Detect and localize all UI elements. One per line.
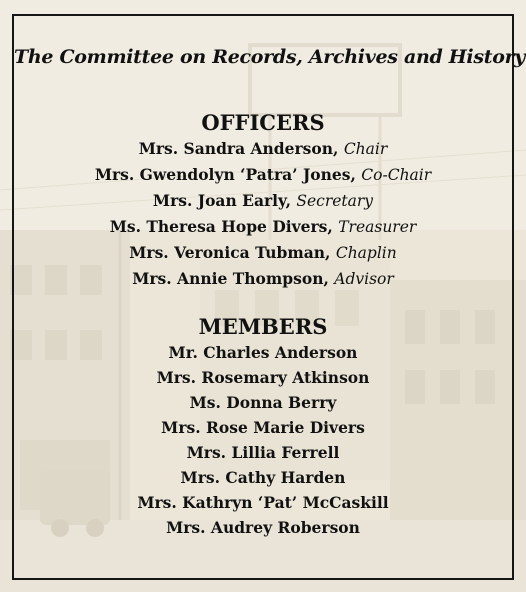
officer-name: Mrs. Sandra Anderson, <box>138 139 344 158</box>
officers-heading: OFFICERS <box>201 110 325 135</box>
officer-role: Secretary <box>296 192 374 210</box>
officer-role: Co-Chair <box>361 166 432 184</box>
member-line: Mrs. Kathryn ‘Pat’ McCaskill <box>137 493 389 512</box>
members-heading: MEMBERS <box>198 314 328 339</box>
committee-title: The Committee on Records, Archives and History <box>14 46 526 68</box>
officer-line <box>14 214 512 240</box>
card-content <box>14 16 526 578</box>
officer-role: Chaplin <box>335 244 397 262</box>
officer-line <box>14 240 512 266</box>
member-line: Mrs. Rose Marie Divers <box>161 418 365 437</box>
member-line: Mrs. Cathy Harden <box>180 468 346 487</box>
members-list <box>14 340 512 540</box>
officer-line <box>14 136 512 162</box>
member-line: Mrs. Lillia Ferrell <box>186 443 340 462</box>
officer-line <box>14 188 512 214</box>
officer-name: Mrs. Joan Early, <box>152 191 297 210</box>
member-line: Mr. Charles Anderson <box>168 343 358 362</box>
member-line: Mrs. Audrey Roberson <box>166 518 360 537</box>
officer-name: Mrs. Gwendolyn ‘Patra’ Jones, <box>94 165 362 184</box>
officer-line <box>14 162 512 188</box>
officer-name: Ms. Theresa Hope Divers, <box>109 217 339 236</box>
officer-role: Chair <box>343 140 388 158</box>
officer-line <box>14 266 512 292</box>
officer-role: Advisor <box>334 270 394 288</box>
officer-name: Mrs. Annie Thompson, <box>132 269 335 288</box>
member-line: Ms. Donna Berry <box>189 393 337 412</box>
officer-role: Treasurer <box>338 218 417 236</box>
member-line: Mrs. Rosemary Atkinson <box>156 368 370 387</box>
officer-name: Mrs. Veronica Tubman, <box>129 243 336 262</box>
officers-list <box>14 136 512 292</box>
